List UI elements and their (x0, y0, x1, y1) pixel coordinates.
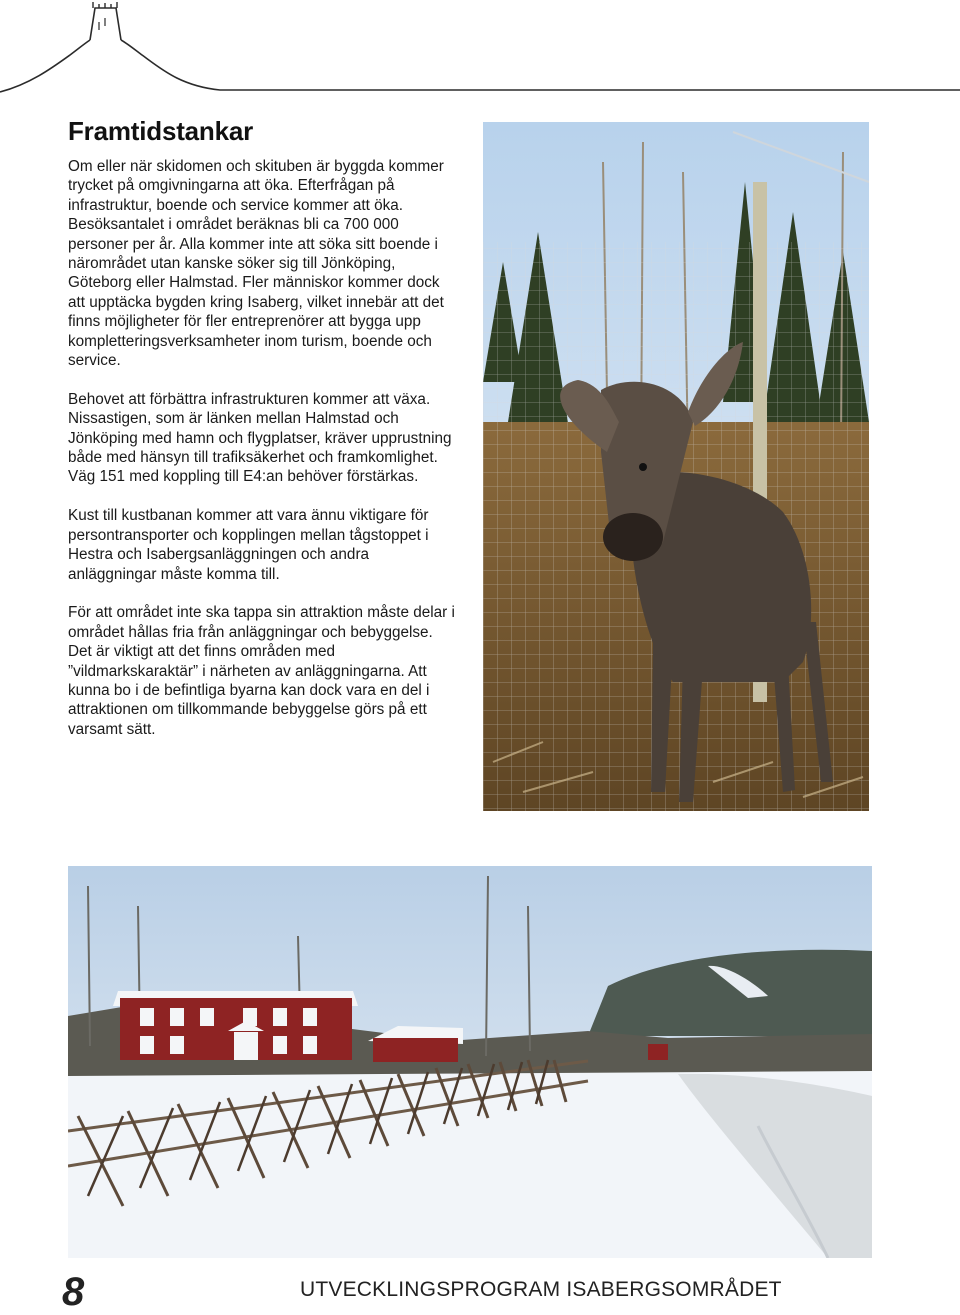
header-tower-illustration (0, 0, 960, 100)
winter-farm-photo (68, 866, 872, 1258)
paragraph: För att området inte ska tappa sin attraktion måste delar i området hållas fria från anläggningar och bebyggelse. Det är viktigt att det finns områden med ”vildmarkskaraktär” i närheten av anläggningarna. Att kunna bo i de befintliga byarna kan dock vara en del i attraktionen om tillkommande bebyggelse görs på ett varsamt sätt. (68, 604, 455, 738)
paragraph: Om eller när skidomen och skituben är byggda kommer trycket på omgivningarna att öka. Efterfrågan på infrastruktur, boende och service kommer att öka. Besöksantalet i området beräknas bli ca 700 000 personer per år. Alla kommer inte att söka sitt boende i närområdet utan kanske söker sig till Jönköping, Göteborg eller Halmstad. Fler människor kommer dock att upptäcka bygden kring Isaberg, vilket innebär att det finns möjligheter för fler entreprenörer att bygga upp kompletteringsverksamheter inom turism, boende och service. (68, 158, 444, 370)
footer-title: UTVECKLINGSPROGRAM ISABERGSOMRÅDET (300, 1278, 782, 1301)
paragraph: Behovet att förbättra infrastrukturen kommer att växa. Nissastigen, som är länken mellan Halmstad och Jönköping med hamn och flygplatser, kräver upprustning både med hänsyn till trafiksäkerhet och framkomlighet. Väg 151 med koppling till E4:an behöver förstärkas. (68, 390, 452, 486)
moose-photo (483, 122, 869, 811)
body-text (68, 157, 460, 759)
paragraph: Kust till kustbanan kommer att vara ännu viktigare för persontransporter och kopplingen mellan tågstoppet i Hestra och Isabergsanläggningen och andra anläggningar måste komma till. (68, 507, 429, 583)
page-number: 8 (62, 1270, 85, 1314)
page-heading: Framtidstankar (68, 116, 254, 146)
